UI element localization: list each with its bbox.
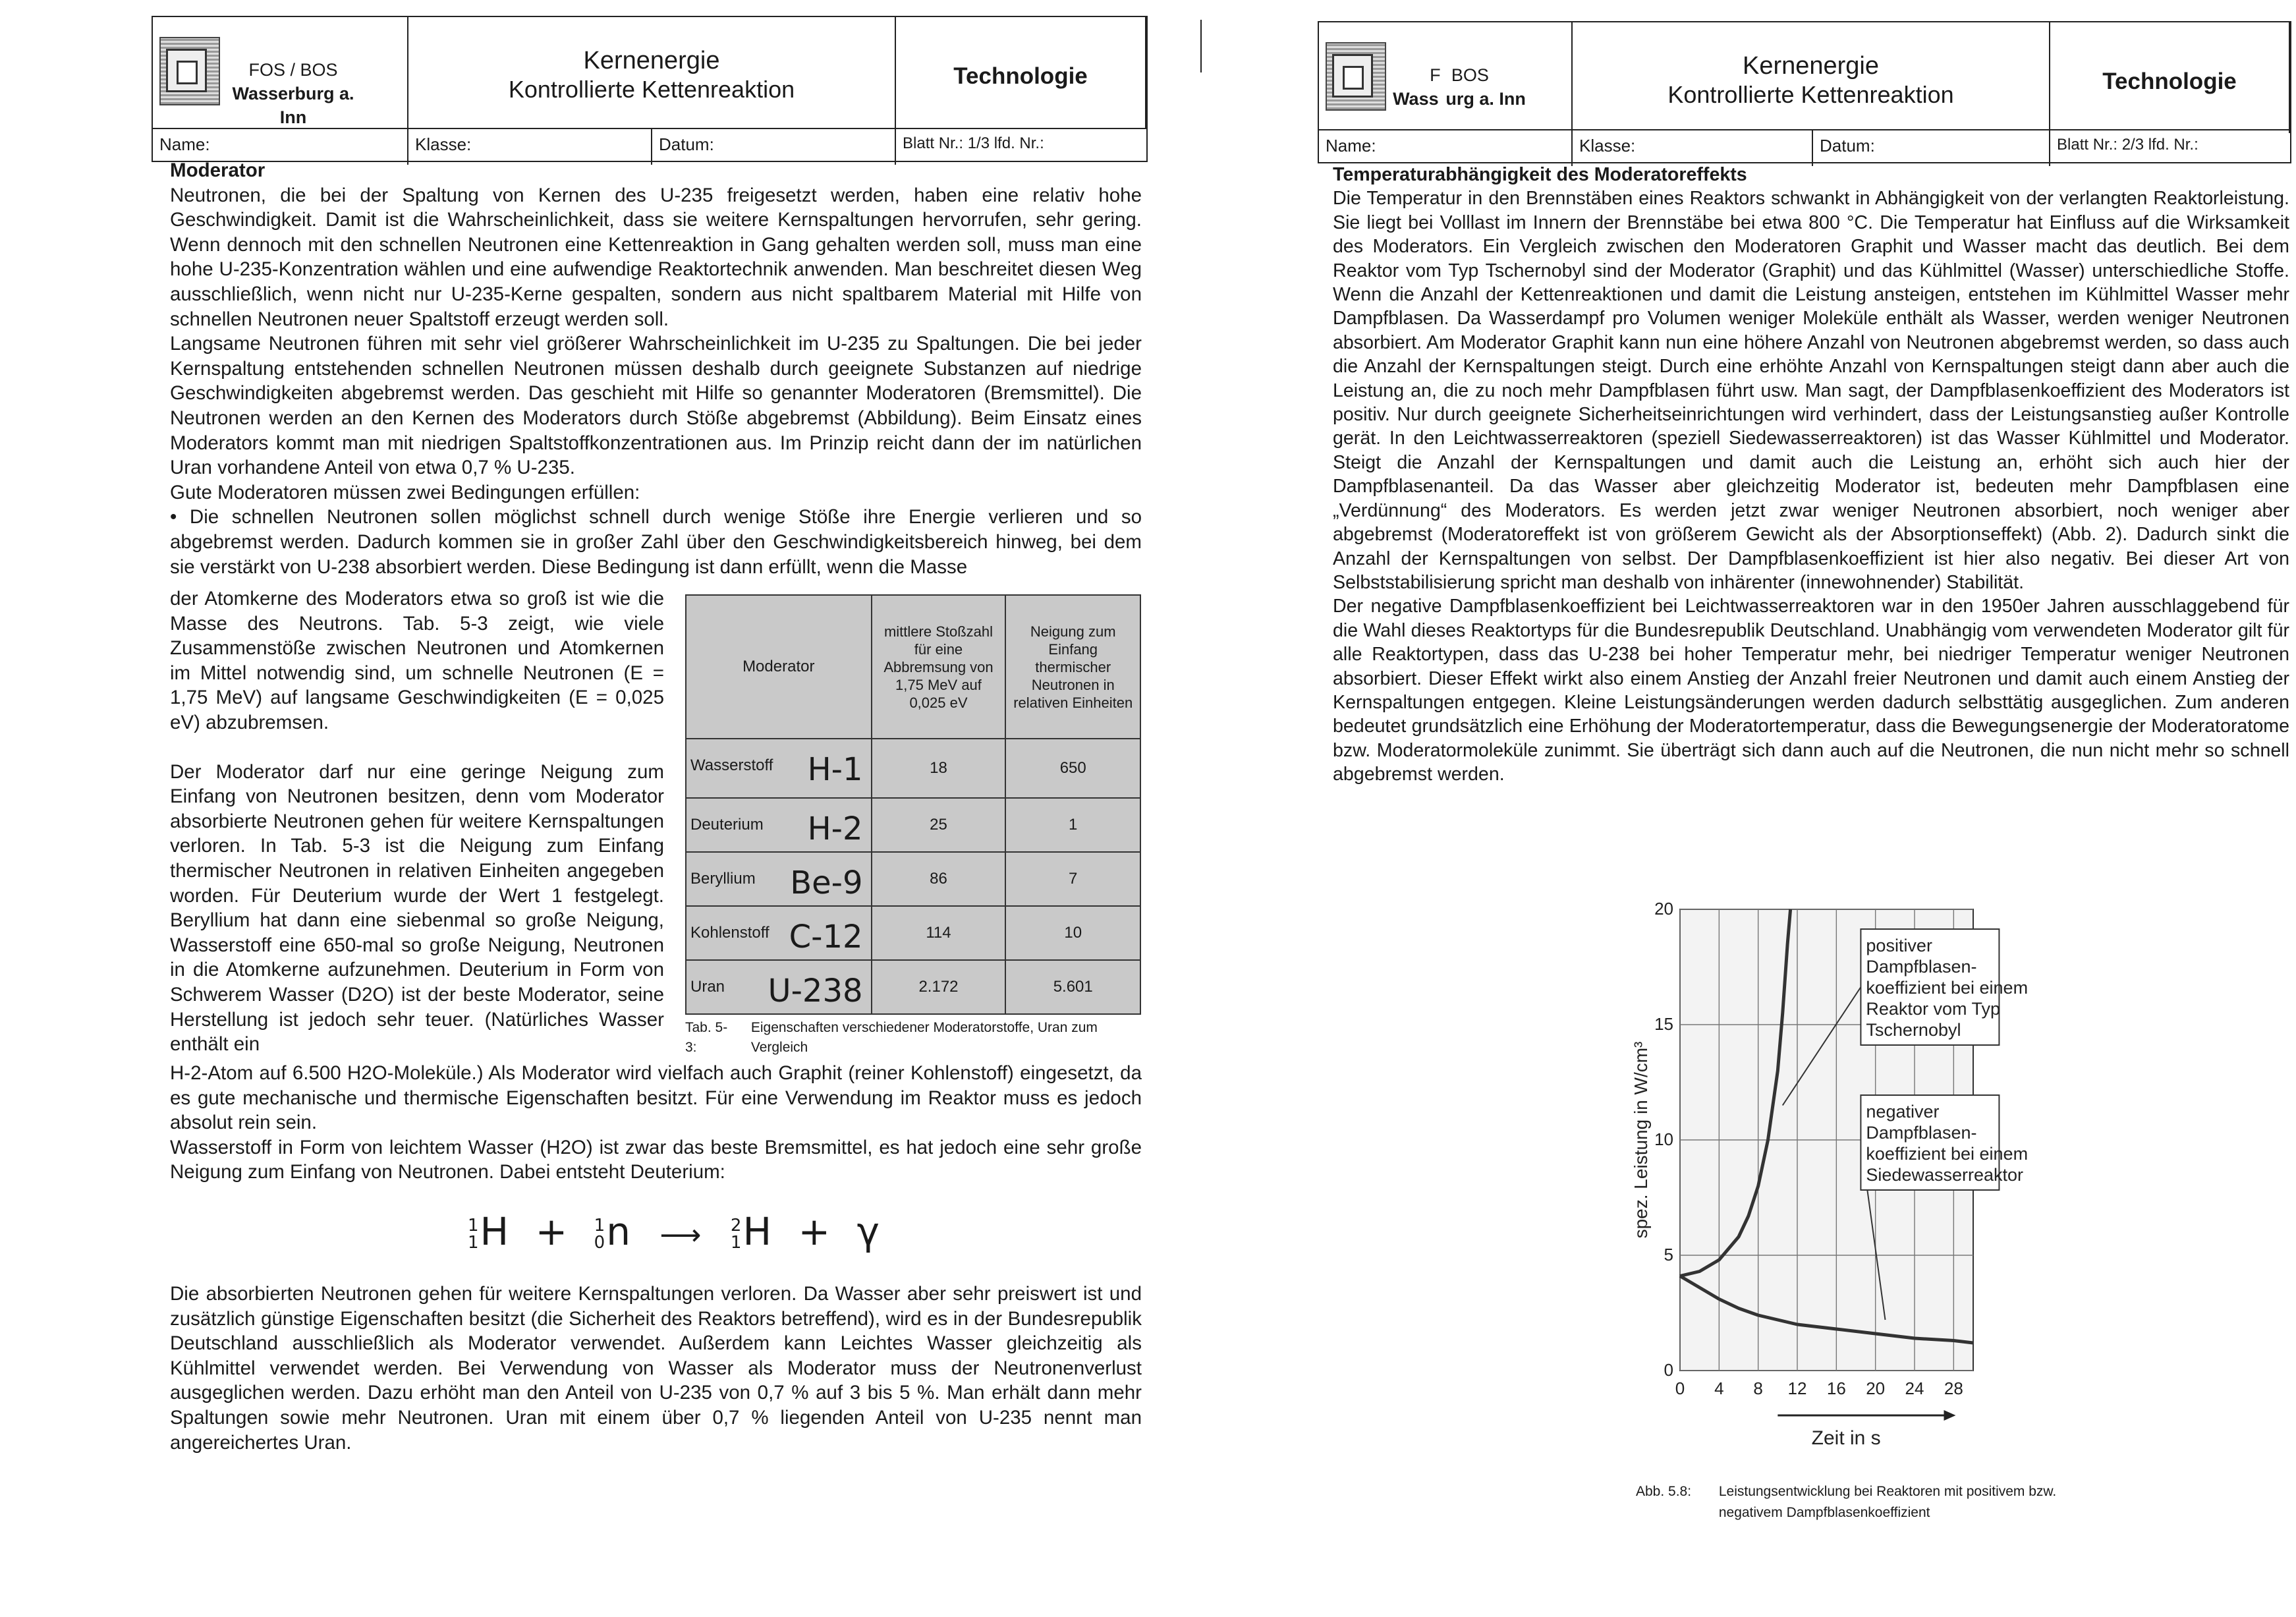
- formula-arrow: ⟶: [659, 1218, 703, 1252]
- figure-caption: [1636, 1481, 2071, 1523]
- moderator-table: [685, 594, 1141, 1015]
- capture-cell: 5.601: [1005, 960, 1140, 1014]
- school-logo: [159, 37, 220, 105]
- page2-body: [1333, 163, 2289, 787]
- formula-symbol: n: [606, 1209, 632, 1254]
- topic-subtitle: Kontrollierte Kettenreaktion: [508, 76, 795, 103]
- annotation-positive-text: positiver: [1866, 936, 1932, 955]
- x-axis-arrowhead: [1944, 1410, 1956, 1421]
- moderator-cell: [686, 852, 872, 906]
- y-tick-label: 10: [1654, 1129, 1673, 1149]
- table-header-label: mittlere Stoßzahl für eine Abbremsung von 1,75 MeV auf 0,025 eV: [883, 623, 994, 711]
- isotope-label: H-1: [807, 751, 863, 788]
- formula-operator: +: [798, 1209, 832, 1254]
- paragraph: Die Temperatur in den Brennstäben eines Reaktors schwankt in Abhängigkeit von der verlangten Reaktorleistung. Sie liegt bei Volllast im Innern der Brennstäbe bei etwa 800 °C. Die Temperatur hat Einfluss auf die Wirksamkeit des Moderators. Ein Vergleich zwischen den Moderatoren Graphit und Wasser macht das deutlich. Bei dem Reaktor vom Typ Tschernobyl sind der Moderator (Graphit) und das Kühlmittel (Wasser) unterschiedliche Stoffe. Wenn die Anzahl der Kettenreaktionen und damit die Leistung ansteigen, entstehen im Kühlmittel Wasser mehr Dampfblasen. Da Wasserdampf pro Volumen weniger Moleküle enthält als Wasser, werden weniger Neutronen absorbiert. Am Moderator Graphit kann nun eine höhere Anzahl von Neutronen abgebremst werden, so dass auch die Anzahl der Kernspaltungen steigt. Durch eine erhöhte Anzahl von Kernspaltungen steigt dann aber auch die Leistung an, die zu noch mehr Dampfblasen führt usw. Man sagt, der Dampfblasenkoeffizient des Moderators ist positiv. Nur durch geeignete Sicherheitseinrichtungen wird verhindert, dass der Leistungsanstieg außer Kontrolle gerät. In den Leichtwasserreaktoren (speziell Siedewasserreaktoren) ist das Wasser Kühlmittel und Moderator. Steigt die Anzahl der Kernspaltungen und damit auch die Leistung an, erhöht sich auch hier der Dampfblasenanteil. Da das Wasser aber gleichzeitig Moderator ist, bedeuten mehr Dampfblasen eine „Verdünnung“ des Moderators. Es werden jetzt zwar weniger Neutronen absorbiert, noch weniger aber abgebremst (Moderatoreffekt ist von größerem Gewicht als der Absorptionseffekt) (Abb. 2). Dadurch sinkt die Anzahl der Kernspaltungen von selbst. Der Dampfblasenkoeffizient ist hier also negativ. Bei dieser Art von Selbststabilisierung spricht man deshalb von inhärenter (innewohnender) Stabilität.: [1333, 188, 2289, 593]
- formula-symbol: H: [742, 1209, 773, 1254]
- topic-cell: [408, 17, 896, 128]
- school-line2: Wass urg a. Inn: [1393, 89, 1526, 109]
- school-cell: [1319, 22, 1573, 133]
- collisions-cell: 114: [872, 906, 1006, 960]
- formula-symbol: H: [480, 1209, 511, 1254]
- subject-cell: [2050, 22, 2290, 133]
- worksheet-page-2: [1150, 0, 2296, 1617]
- annotation-negative-text: negativer: [1866, 1102, 1940, 1121]
- power-chart: [1621, 876, 2029, 1469]
- formula-symbol: γ: [856, 1209, 881, 1254]
- collisions-cell: 18: [872, 739, 1006, 798]
- formula-operator: +: [535, 1209, 569, 1254]
- collisions-cell: 86: [872, 852, 1006, 906]
- table-header-capture: [1005, 595, 1140, 739]
- header-fields-row: [1319, 129, 2290, 166]
- y-tick-label: 5: [1664, 1245, 1673, 1264]
- formula-mass: 1: [594, 1215, 607, 1235]
- table-header-moderator: [686, 595, 872, 739]
- moderator-name: Deuterium: [690, 816, 764, 834]
- sheet-number-label: Blatt Nr.: 2/3 lfd. Nr.:: [2057, 136, 2198, 154]
- topic-title: Kernenergie: [1742, 52, 1880, 80]
- section-heading: Temperaturabhängigkeit des Moderatoreffekts: [1333, 164, 1747, 185]
- annotation-negative-text: Dampfblasen-: [1866, 1123, 1977, 1143]
- name-label: Name:: [1326, 136, 1376, 156]
- table-caption-text: Eigenschaften verschiedener Moderatorstoffe, Uran zum Vergleich: [750, 1020, 1098, 1055]
- paragraph: Der Moderator darf nur eine geringe Neigung zum Einfang von Neutronen besitzen, denn vom Moderator absorbierte Neutronen gehen für weitere Kernspaltungen verloren. In Tab. 5-3 ist die Neigung zum Einfang thermischer Neutronen in relativen Einheiten angegeben worden. Für Deuterium wurde der Wert 1 festgelegt. Beryllium hat dann eine siebenmal so große Neigung, Wasserstoff eine 650-mal so große Neigung, Neutronen in die Atomkerne aufzunehmen. Deuterium in Form von Schwerem Wasser (D2O) ist der beste Moderator, seine Herstellung ist jedoch sehr teuer. (Natürliches Wasser enthält ein: [170, 760, 664, 1056]
- table-caption: [685, 1018, 1146, 1058]
- table-header-collisions: [872, 595, 1006, 739]
- formula-charge: 0: [594, 1232, 607, 1253]
- x-tick-label: 12: [1787, 1378, 1807, 1398]
- moderator-name: Uran: [690, 978, 725, 996]
- name-label: Name:: [159, 134, 210, 154]
- table-row: [686, 906, 1140, 960]
- annotation-negative-text: Siedewasserreaktor: [1866, 1165, 2024, 1185]
- topic-title: Kernenergie: [583, 47, 720, 74]
- name-field[interactable]: [1319, 130, 1573, 166]
- paragraph: der Atomkerne des Moderators etwa so groß ist wie die Masse des Neutrons. Tab. 5-3 zeigt, wie viele Zusammenstöße zwischen Neutronen und Atomkernen im Mittel notwendig sind, um schnelle Neutronen (E = 1,75 MeV) auf langsame Geschwindigkeiten (E = 0,025 eV) abzubremsen.: [170, 588, 664, 733]
- subject-label: Technologie: [953, 63, 1088, 89]
- page1-body-top: [170, 158, 1142, 579]
- capture-cell: 650: [1005, 739, 1140, 798]
- class-label: Klasse:: [1579, 136, 1636, 156]
- x-axis-label: Zeit in s: [1811, 1427, 1881, 1449]
- school-line1: FOS / BOS: [248, 60, 338, 80]
- formula-charge: 1: [468, 1232, 480, 1253]
- capture-cell: 10: [1005, 906, 1140, 960]
- annotation-positive-text: Tschernobyl: [1866, 1020, 1961, 1040]
- formula-charge: 1: [730, 1232, 743, 1253]
- school-logo: [1326, 42, 1386, 111]
- table-row: [686, 960, 1140, 1014]
- collisions-cell: 25: [872, 798, 1006, 852]
- paragraph: Wasserstoff in Form von leichtem Wasser (H2O) ist zwar das beste Bremsmittel, es hat jedoch eine sehr große Neigung zum Einfang von Neutronen. Dabei entsteht Deuterium:: [170, 1136, 1142, 1183]
- x-tick-label: 4: [1714, 1378, 1724, 1398]
- section-heading: Moderator: [170, 159, 266, 181]
- school-cell: [153, 17, 408, 128]
- topic: [1573, 51, 2049, 109]
- topic-cell: [1573, 22, 2050, 133]
- class-field[interactable]: [1573, 130, 1813, 166]
- paragraph: H-2-Atom auf 6.500 H2O-Moleküle.) Als Moderator wird vielfach auch Graphit (reiner Kohlenstoff) eingesetzt, da es gute mechanische und thermische Eigenschaften besitzt. Für eine Verwendung im Reaktor muss es jedoch absolut rein sein.: [170, 1062, 1142, 1134]
- table-header-label: Neigung zum Einfang thermischer Neutronen in relativen Einheiten: [1013, 623, 1133, 711]
- worksheet-header: [1318, 21, 2291, 163]
- table-caption-label: Tab. 5-3:: [685, 1020, 728, 1055]
- x-tick-label: 24: [1905, 1378, 1924, 1398]
- subject-label: Technologie: [2102, 69, 2237, 94]
- topic-subtitle: Kontrollierte Kettenreaktion: [1667, 81, 1954, 108]
- y-tick-label: 15: [1654, 1014, 1673, 1034]
- class-label: Klasse:: [415, 134, 472, 154]
- school-line2: Wasserburg a. Inn: [232, 84, 354, 127]
- formula-mass: 2: [730, 1215, 743, 1235]
- annotation-negative-text: koeffizient bei einem: [1866, 1144, 2029, 1164]
- school-name: [224, 58, 362, 129]
- moderator-cell: [686, 960, 872, 1014]
- moderator-cell: [686, 739, 872, 798]
- capture-cell: 1: [1005, 798, 1140, 852]
- page1-body-final: [170, 1282, 1142, 1455]
- isotope-label: H-2: [807, 810, 863, 847]
- table-row: [686, 798, 1140, 852]
- paragraph: Gute Moderatoren müssen zwei Bedingungen erfüllen:: [170, 481, 640, 503]
- moderator-cell: [686, 906, 872, 960]
- x-tick-label: 0: [1675, 1378, 1685, 1398]
- power-chart-svg: [1621, 876, 2029, 1469]
- sheet-number-field: [2050, 130, 2290, 166]
- x-tick-label: 8: [1753, 1378, 1763, 1398]
- date-field[interactable]: [1813, 130, 2050, 166]
- collisions-cell: 2.172: [872, 960, 1006, 1014]
- y-tick-label: 20: [1654, 899, 1673, 919]
- isotope-label: C-12: [789, 919, 863, 955]
- x-tick-label: 28: [1944, 1378, 1963, 1398]
- y-tick-label: 0: [1664, 1360, 1673, 1380]
- page1-body-bottom: [170, 1061, 1142, 1185]
- paragraph: Neutronen, die bei der Spaltung von Kernen des U-235 freigesetzt werden, haben eine relativ hohe Geschwindigkeit. Damit ist die Wahrscheinlichkeit, dass sie weitere Kernspaltungen hervorrufen, sehr gering. Wenn dennoch mit den schnellen Neutronen eine Kettenreaktion in Gang gehalten werden soll, muss man eine hohe U-235-Konzentration wählen und eine aufwendige Reaktortechnik anwenden. Man beschreitet diesen Weg ausschließlich, wenn nicht nur U-235-Kerne gespalten, sondern aus nicht spaltbarem Material mit Hilfe von schnellen Neutronen neuer Spaltstoff erzeugt werden soll.: [170, 184, 1142, 330]
- moderator-name: Beryllium: [690, 870, 756, 888]
- page1-column-text: [170, 586, 664, 1057]
- moderator-name: Wasserstoff: [690, 756, 773, 774]
- moderator-name: Kohlenstoff: [690, 924, 770, 942]
- sheet-number-label: Blatt Nr.: 1/3 lfd. Nr.:: [903, 134, 1044, 152]
- annotation-positive-text: Reaktor vom Typ: [1866, 999, 2001, 1019]
- x-tick-label: 16: [1826, 1378, 1846, 1398]
- nuclear-reaction-formula: [468, 1209, 881, 1254]
- figure-caption-text: Leistungsentwicklung bei Reaktoren mit positivem bzw. negativem Dampfblasenkoeffizient: [1718, 1484, 2057, 1520]
- isotope-label: U-238: [768, 973, 863, 1009]
- formula-mass: 1: [468, 1215, 480, 1235]
- y-axis-label: spez. Leistung in W/cm³: [1631, 1041, 1651, 1239]
- isotope-label: Be-9: [790, 865, 863, 901]
- date-label: Datum:: [1820, 136, 1875, 156]
- annotation-positive-text: koeffizient bei einem: [1866, 978, 2029, 998]
- moderator-cell: [686, 798, 872, 852]
- paragraph: Der negative Dampfblasenkoeffizient bei Leichtwasserreaktoren war in den 1950er Jahren ausschlaggebend für die Wahl dieses Reaktortyps für die Bundesrepublik Deutschland. Unabhängig vom verwendeten Moderator gilt für alle Reaktortypen, dass das U-238 bei hoher Temperatur mehr, bei niedriger Temperatur weniger Neutronen absorbiert. Dieser Effekt wirkt also einem Anstieg der Anzahl freier Neutronen und damit auch einem Anstieg der Kernspaltungen entgegen. Kleine Leistungsänderungen werden dadurch selbsttätig ausgeglichen. Zum anderen bedeutet grundsätzlich eine Erhöhung der Moderatortemperatur, dass die Bewegungsenergie der Moderatoratome bzw. Moderatormoleküle zunimmt. Sie überträgt sich dann auch auf die Neutronen, die nun nicht mehr so schnell abgebremst werden.: [1333, 596, 2289, 785]
- annotation-positive-text: Dampfblasen-: [1866, 957, 1977, 977]
- school-line1: F BOS: [1430, 65, 1489, 85]
- x-tick-label: 20: [1866, 1378, 1886, 1398]
- table-row: [686, 852, 1140, 906]
- paragraph: Die absorbierten Neutronen gehen für weitere Kernspaltungen verloren. Da Wasser aber sehr preiswert ist und zusätzlich günstige Eigenschaften besitzt (die Sicherheit des Reaktors betreffend), wird es in der Bundesrepublik Deutschland ausschließlich als Moderator verwendet. Außerdem kann Leichtes Wasser gleichzeitig als Kühlmittel verwendet werden. Bei Verwendung von Wasser als Moderator muss der Neutronenverlust ausgeglichen werden. Dazu erhöht man den Anteil von U-235 von 0,7 % auf 3 bis 5 %. Man erhält dann mehr Spaltungen sowie mehr Neutronen. Uran mit einem über 0,7 % liegenden Anteil von U-235 nennt man angereichertes Uran.: [170, 1283, 1142, 1454]
- bullet-item: • Die schnellen Neutronen sollen möglichst schnell durch wenige Stöße ihre Energie verlieren und so abgebremst werden. Dadurch kommen sie in großer Zahl über den Geschwindigkeitsbereich hinweg, bei dem sie verstärkt von U-238 absorbiert werden. Diese Bedingung ist dann erfüllt, wenn die Masse: [170, 506, 1142, 578]
- table-header-label: Moderator: [742, 658, 815, 675]
- table-row: [686, 739, 1140, 798]
- topic: [408, 46, 895, 104]
- date-label: Datum:: [659, 134, 714, 154]
- subject-cell: [896, 17, 1146, 128]
- paragraph: Langsame Neutronen führen mit sehr viel größerer Wahrscheinlichkeit im U-235 zu Spaltungen. Die bei jeder Kernspaltung entstehenden schnellen Neutronen müssen deshalb durch geeignete Substanzen auf niedrige Geschwindigkeiten abgebremst werden. Das geschieht mit Hilfe so genannter Moderatoren (Bremsmittel). Die Neutronen werden an den Kernen des Moderators durch Stöße abgebremst (Abbildung). Beim Einsatz eines Moderators kommt man mit niedrigen Spaltstoffkonzentrationen aus. Im Prinzip reicht dann der im natürlichen Uran vorhandene Anteil von etwa 0,7 % U-235.: [170, 333, 1142, 479]
- school-name: [1390, 63, 1528, 111]
- worksheet-header: [152, 16, 1148, 162]
- figure-caption-label: Abb. 5.8:: [1636, 1484, 1692, 1499]
- capture-cell: 7: [1005, 852, 1140, 906]
